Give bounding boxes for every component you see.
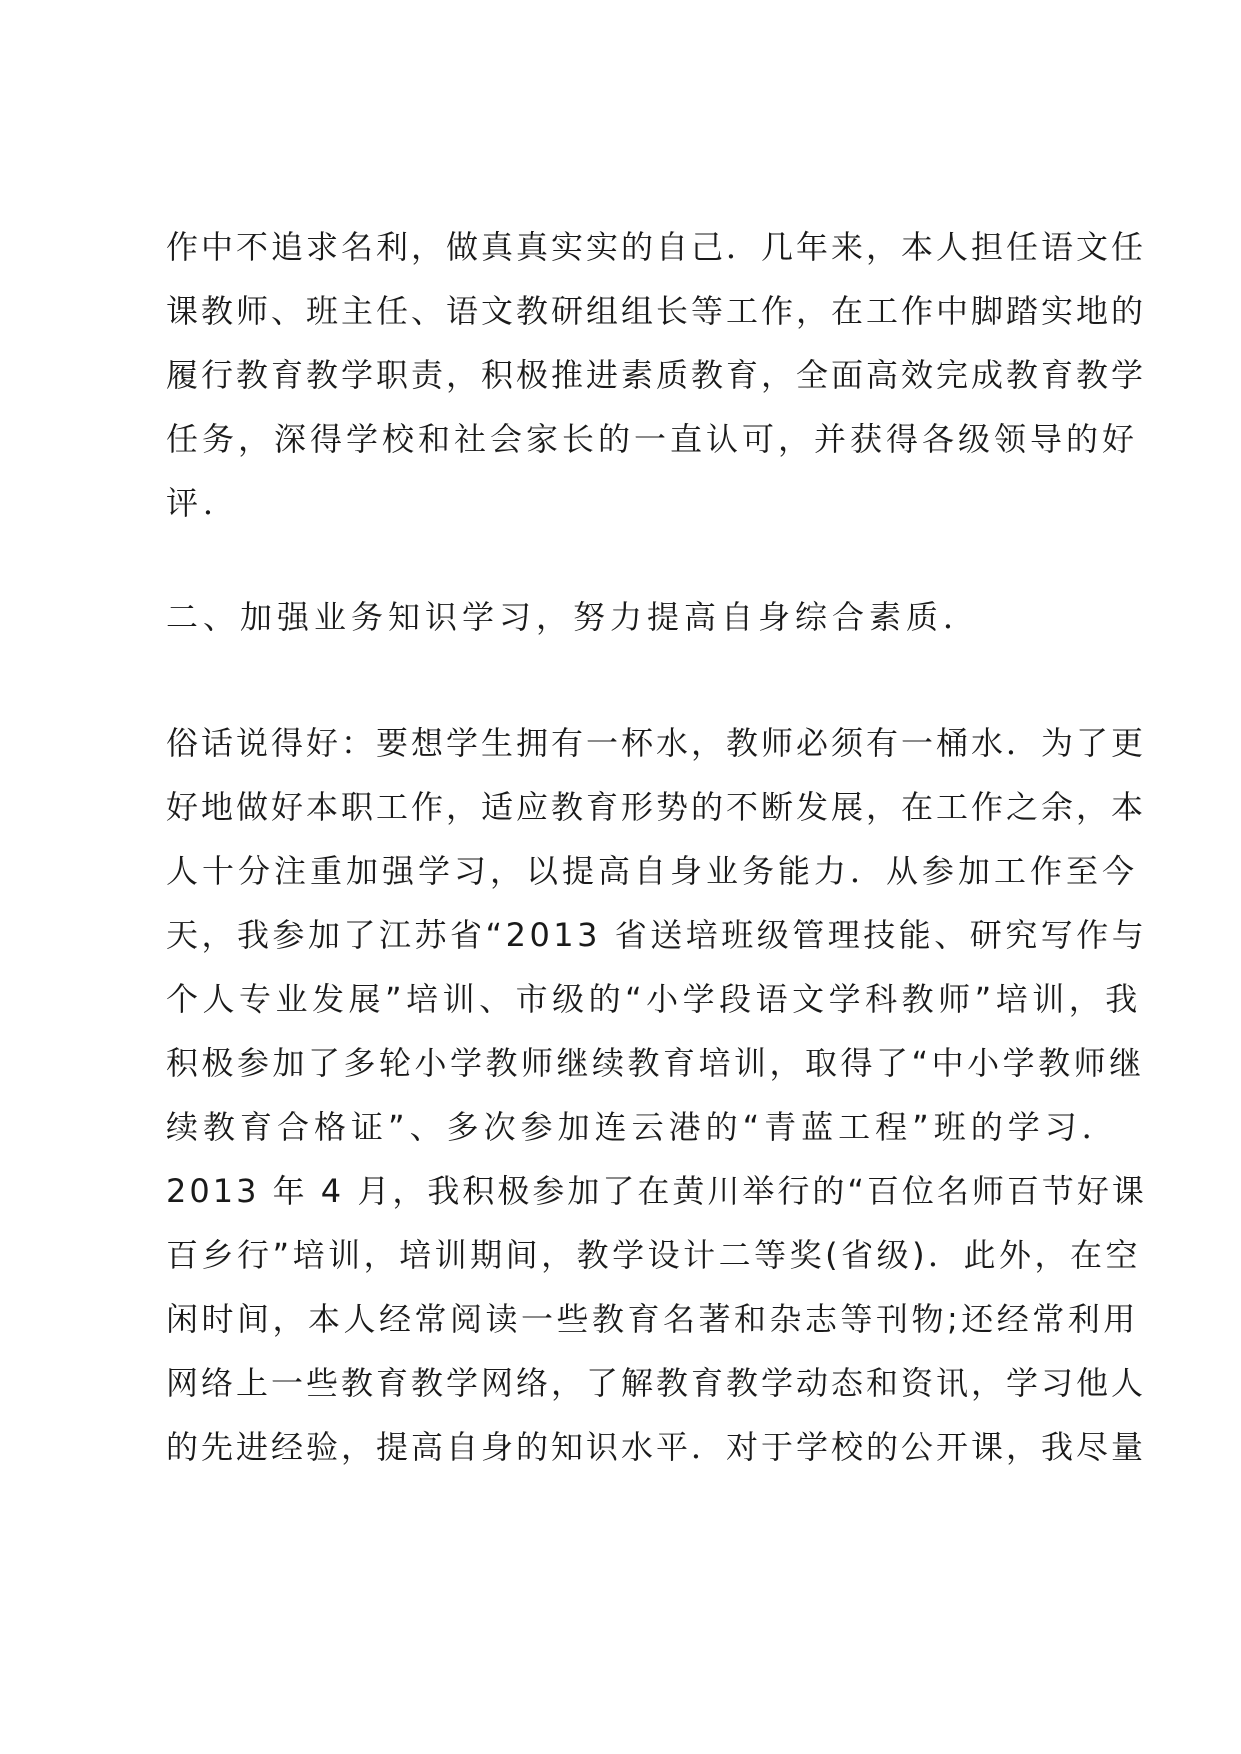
paragraph-line: 天，我参加了江苏省“2013 省送培班级管理技能、研究写作与 [166, 916, 1148, 954]
paragraph-line: 续教育合格证”、多次参加连云港的“青蓝工程”班的学习． [166, 1108, 1119, 1146]
paragraph-line: 积极参加了多轮小学教师继续教育培训，取得了“中小学教师继 [166, 1044, 1145, 1082]
paragraph-line: 2013 年 4 月，我积极参加了在黄川举行的“百位名师百节好课 [166, 1172, 1147, 1210]
paragraph-line: 人十分注重加强学习，以提高自身业务能力．从参加工作至今 [166, 852, 1139, 890]
paragraph-line: 网络上一些教育教学网络，了解教育教学动态和资讯，学习他人 [166, 1364, 1147, 1402]
paragraph-line: 俗话说得好：要想学生拥有一杯水，教师必须有一桶水．为了更 [166, 724, 1147, 762]
paragraph-line: 任务，深得学校和社会家长的一直认可，并获得各级领导的好 [166, 420, 1139, 458]
paragraph-line: 课教师、班主任、语文教研组组长等工作，在工作中脚踏实地的 [166, 292, 1147, 330]
paragraph-line: 履行教育教学职责，积极推进素质教育，全面高效完成教育教学 [166, 356, 1147, 394]
paragraph-line: 的先进经验，提高自身的知识水平．对于学校的公开课，我尽量 [166, 1428, 1147, 1466]
paragraph-line: 闲时间，本人经常阅读一些教育名著和杂志等刊物;还经常利用 [166, 1300, 1139, 1338]
paragraph-line: 百乡行”培训，培训期间，教学设计二等奖(省级)．此外，在空 [166, 1236, 1142, 1274]
paragraph-line: 评． [166, 484, 241, 522]
section-heading: 二、加强业务知识学习，努力提高自身综合素质． [166, 598, 981, 636]
paragraph-line: 作中不追求名利，做真真实实的自己．几年来，本人担任语文任 [166, 228, 1147, 266]
paragraph-line: 个人专业发展”培训、市级的“小学段语文学科教师”培训，我 [166, 980, 1142, 1018]
paragraph-line: 好地做好本职工作，适应教育形势的不断发展，在工作之余，本 [166, 788, 1147, 826]
